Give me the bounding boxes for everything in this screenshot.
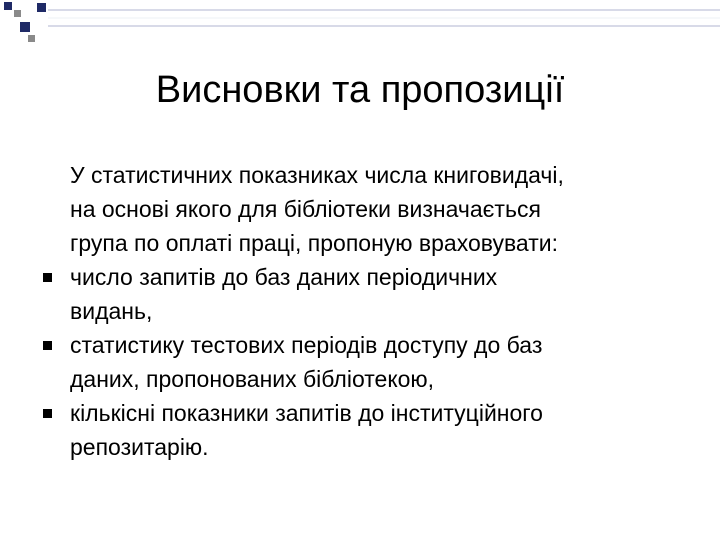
body-line-text: У статистичних показниках числа книговидачі,	[70, 162, 564, 188]
bullet-item-text: кількісні показники запитів до інституційного	[70, 400, 543, 426]
slide-title: Висновки та пропозиції	[155, 69, 565, 111]
bullet-item	[42, 328, 682, 362]
header-grid	[48, 10, 720, 26]
bullet-item	[42, 396, 682, 430]
body-line	[42, 158, 682, 192]
square-bullet-icon	[43, 409, 52, 418]
header-square-navy-low	[20, 22, 30, 32]
square-bullet-icon	[43, 341, 52, 350]
bullet-item-text: статистику тестових періодів доступу до баз	[70, 332, 543, 358]
bullet-item	[42, 260, 682, 294]
body-line-text: даних, пропонованих бібліотекою,	[70, 366, 435, 392]
body-line-text: репозитарію.	[70, 434, 209, 460]
body-line	[42, 192, 682, 226]
header-decoration	[0, 0, 720, 48]
body-line-text: група по оплаті праці, пропоную враховувати:	[70, 230, 558, 256]
header-square-gray-low	[28, 35, 35, 42]
bullet-item-text: число запитів до баз даних періодичних	[70, 264, 498, 290]
square-bullet-icon	[43, 273, 52, 282]
header-square-gray	[14, 10, 21, 17]
body-line-text: видань,	[70, 298, 153, 324]
body-line	[42, 430, 682, 464]
slide-body	[42, 158, 682, 464]
body-line	[42, 294, 682, 328]
body-line	[42, 362, 682, 396]
header-square-navy-right	[37, 3, 46, 12]
body-line	[42, 226, 682, 260]
body-line-text: на основі якого для бібліотеки визначається	[70, 196, 541, 222]
header-square-navy	[4, 2, 12, 10]
